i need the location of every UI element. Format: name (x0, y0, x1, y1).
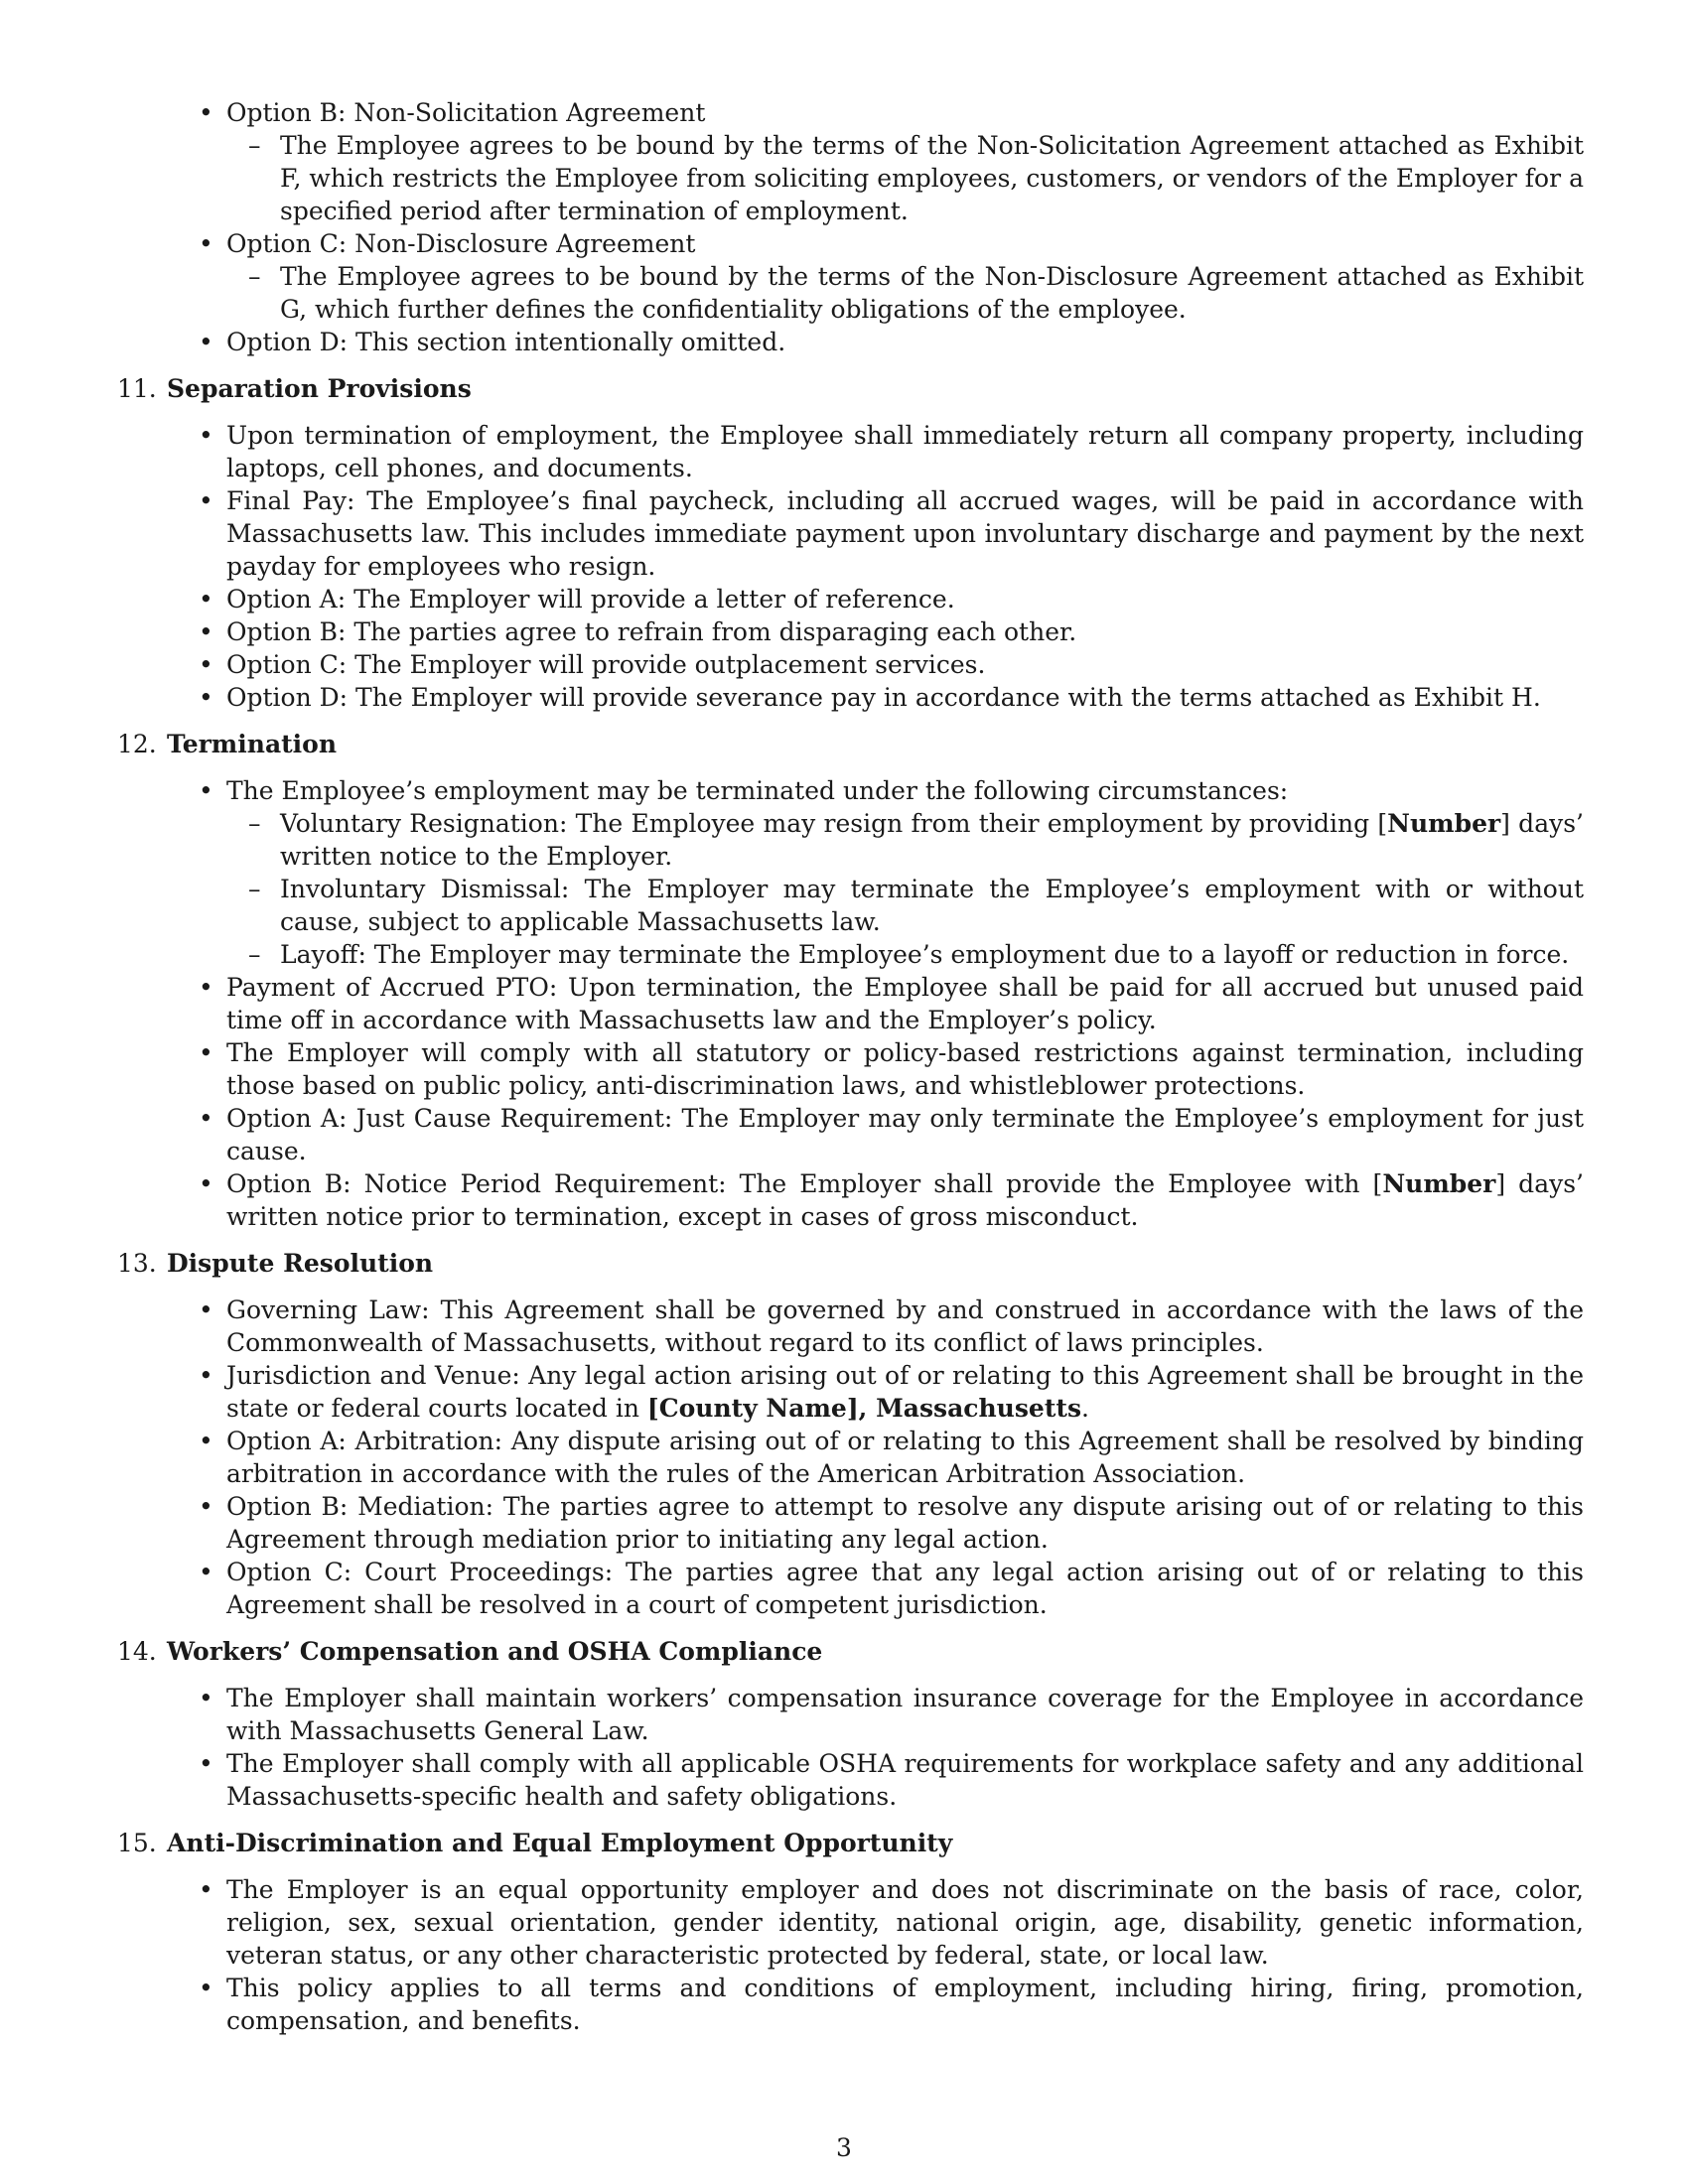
option-text: Option D: This section intentionally omitted. (226, 328, 786, 356)
section-number: 14. (117, 1637, 157, 1666)
bullet-text: Option C: Court Proceedings: The parties agree that any legal action arising out of or relating to this Agreement shall be resolved in a court of competent jurisdiction. (226, 1558, 1584, 1619)
bullet-text: Option A: Just Cause Requirement: The Employer may only terminate the Employee’s employment for just cause. (226, 1104, 1584, 1165)
section-heading (111, 728, 1584, 760)
bullet-item (111, 484, 1584, 583)
section-heading (111, 1247, 1584, 1280)
option-item (111, 326, 1584, 358)
section-heading (111, 1635, 1584, 1668)
bullet-item (111, 1747, 1584, 1813)
bullet-text: The Employer shall maintain workers’ compensation insurance coverage for the Employee in accordance with Massachusetts General Law. (226, 1684, 1584, 1745)
section (111, 1827, 1584, 2037)
bullet-text: The Employer will comply with all statutory or policy-based restrictions against termination, including those based on public policy, anti-discrimination laws, and whistleblower protections. (226, 1038, 1584, 1100)
continued-options-list (111, 96, 1584, 358)
bullet-text: Option A: The Employer will provide a letter of reference. (226, 585, 955, 614)
placeholder-field: [County Name], Massachusetts (646, 1394, 1082, 1423)
bullet-item (111, 615, 1584, 648)
bullet-text: Upon termination of employment, the Employee shall immediately return all company property, including laptops, cell phones, and documents. (226, 421, 1584, 482)
bullet-item (111, 1873, 1584, 1972)
bullet-item (111, 648, 1584, 681)
sub-list (226, 807, 1584, 971)
section-title: Separation Provisions (167, 374, 472, 403)
section (111, 728, 1584, 1233)
section-heading (111, 372, 1584, 405)
option-item (111, 96, 1584, 227)
bullet-text: Payment of Accrued PTO: Upon termination, the Employee shall be paid for all accrued but unused paid time off in accordance with Massachusetts law and the Employer’s policy. (226, 973, 1584, 1034)
sub-list (226, 260, 1584, 326)
section-number: 15. (117, 1829, 157, 1857)
section-title: Termination (167, 730, 338, 758)
bullet-item (111, 583, 1584, 615)
bullet-item: • Jurisdiction and Venue: Any legal action arising out of or relating to this Agreement shall be brought in the state or federal courts located in [County Name], Massachusetts. (111, 1359, 1584, 1425)
section-bullet-list (111, 1873, 1584, 2037)
section-title: Dispute Resolution (167, 1249, 434, 1278)
option-text: Option C: Non-Disclosure Agreement (226, 229, 696, 258)
sub-item: – Involuntary Dismissal: The Employer may terminate the Employee’s employment with or without cause, subject to applicable Massachusetts law. (226, 873, 1584, 938)
bullet-text: Option A: Arbitration: Any dispute arising out of or relating to this Agreement shall be resolved by binding arbitration in accordance with the rules of the American Arbitration Association. (226, 1427, 1584, 1488)
page-number: 3 (836, 2133, 852, 2162)
section-bullet-list (111, 774, 1584, 1233)
placeholder-field: Number (1387, 809, 1501, 838)
section-number: 12. (117, 730, 157, 758)
sub-item: – The Employee agrees to be bound by the terms of the Non-Solicitation Agreement attached as Exhibit F, which restricts the Employee from soliciting employees, customers, or vendors of the Employer for a specified period after termination of employment. (226, 129, 1584, 227)
bullet-text: The Employer shall comply with all applicable OSHA requirements for workplace safety and any additional Massachusetts-specific health and safety obligations. (226, 1749, 1584, 1811)
section (111, 372, 1584, 714)
bullet-item (111, 681, 1584, 714)
bullet-text: The Employer is an equal opportunity employer and does not discriminate on the basis of race, color, religion, sex, sexual orientation, gender identity, national origin, age, disability, genetic information, veteran status, or any other characteristic protected by federal, state, or local law. (226, 1875, 1584, 1970)
section-heading (111, 1827, 1584, 1859)
bullet-item (111, 419, 1584, 484)
section-number: 13. (117, 1249, 157, 1278)
section-title: Workers’ Compensation and OSHA Compliance (167, 1637, 823, 1666)
bullet-item (111, 1972, 1584, 2037)
sub-item: – The Employee agrees to be bound by the terms of the Non-Disclosure Agreement attached as Exhibit G, which further defines the confidentiality obligations of the employee. (226, 260, 1584, 326)
bullet-item (111, 1036, 1584, 1102)
section-number: 11. (117, 374, 157, 403)
bullet-text: This policy applies to all terms and conditions of employment, including hiring, firing, promotion, compensation, and benefits. (226, 1974, 1584, 2035)
bullet-item (111, 1556, 1584, 1621)
option-item (111, 227, 1584, 326)
placeholder-field: Number (1382, 1169, 1496, 1198)
bullet-text: Option B: Mediation: The parties agree to attempt to resolve any dispute arising out of or relating to this Agreement through mediation prior to initiating any legal action. (226, 1492, 1584, 1554)
section (111, 1635, 1584, 1813)
bullet-text: Final Pay: The Employee’s final paycheck, including all accrued wages, will be paid in accordance with Massachusetts law. This includes immediate payment upon involuntary discharge and payment by the next payday for employees who resign. (226, 486, 1584, 581)
option-text: Option B: Non-Solicitation Agreement (226, 98, 706, 127)
sub-item: – Layoff: The Employer may terminate the Employee’s employment due to a layoff or reduction in force. (226, 938, 1584, 971)
bullet-item (111, 1425, 1584, 1490)
sub-item: – Voluntary Resignation: The Employee may resign from their employment by providing [Number] days’ written notice to the Employer. (226, 807, 1584, 873)
section-bullet-list (111, 1294, 1584, 1621)
sections-container (111, 372, 1584, 2037)
bullet-item (111, 1102, 1584, 1167)
bullet-item (111, 971, 1584, 1036)
bullet-text: The Employee’s employment may be terminated under the following circumstances: (226, 776, 1289, 805)
section (111, 1247, 1584, 1621)
bullet-text: Option C: The Employer will provide outplacement services. (226, 650, 986, 679)
bullet-text: Governing Law: This Agreement shall be governed by and construed in accordance with the laws of the Commonwealth of Massachusetts, without regard to its conflict of laws principles. (226, 1296, 1584, 1357)
bullet-item (111, 1490, 1584, 1556)
bullet-item: • Option B: Notice Period Requirement: The Employer shall provide the Employee with [Number] days’ written notice prior to termination, except in cases of gross misconduct. (111, 1167, 1584, 1233)
bullet-text: Option B: The parties agree to refrain from disparaging each other. (226, 617, 1077, 646)
bullet-item (111, 774, 1584, 971)
sub-list (226, 129, 1584, 227)
bullet-item (111, 1294, 1584, 1359)
section-title: Anti-Discrimination and Equal Employment Opportunity (167, 1829, 953, 1857)
bullet-text: Option D: The Employer will provide severance pay in accordance with the terms attached as Exhibit H. (226, 683, 1541, 712)
bullet-item (111, 1682, 1584, 1747)
section-bullet-list (111, 1682, 1584, 1813)
section-bullet-list (111, 419, 1584, 714)
